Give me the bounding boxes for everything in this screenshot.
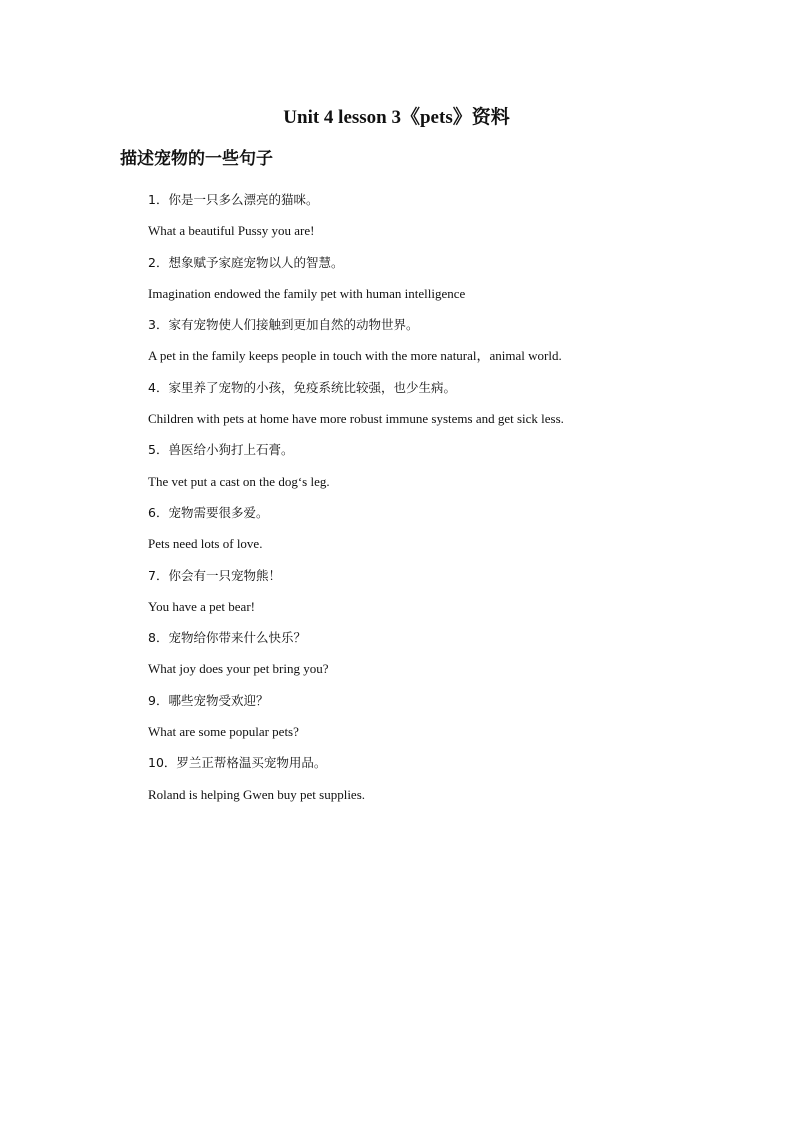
english-sentence: Pets need lots of love.: [148, 536, 263, 552]
document-title: Unit 4 lesson 3《pets》资料: [283, 107, 510, 128]
english-sentence: What joy does your pet bring you?: [148, 661, 329, 677]
english-sentence: Children with pets at home have more robust immune systems and get sick less.: [148, 411, 564, 427]
chinese-sentence: 3．家有宠物使人们接触到更加自然的动物世界。: [148, 317, 419, 333]
chinese-sentence: 7．你会有一只宠物熊！: [148, 567, 281, 583]
chinese-sentence: 8．宠物给你带来什么快乐？: [148, 630, 306, 646]
sentence-entry-3: [148, 311, 748, 374]
sentence-entry-6: [148, 499, 748, 562]
english-sentence: What a beautiful Pussy you are!: [148, 223, 315, 239]
chinese-sentence: 9．哪些宠物受欢迎？: [148, 692, 269, 708]
chinese-sentence: 6．宠物需要很多爱。: [148, 504, 269, 520]
sentence-entry-10: [148, 749, 748, 812]
section-heading: 描述宠物的一些句子: [120, 149, 273, 169]
sentence-entry-1: [148, 186, 748, 249]
english-sentence: The vet put a cast on the dog‘s leg.: [148, 473, 330, 489]
english-sentence: Roland is helping Gwen buy pet supplies.: [148, 786, 366, 802]
english-sentence: A pet in the family keeps people in touch with the more natural，animal world.: [148, 348, 562, 364]
chinese-sentence: 10．罗兰正帮格温买宠物用品。: [148, 755, 327, 771]
english-sentence: Imagination endowed the family pet with human intelligence: [148, 285, 466, 301]
sentence-entry-4: [148, 374, 748, 437]
sentence-entry-5: [148, 436, 748, 499]
sentence-entry-2: [148, 249, 748, 312]
english-sentence: What are some popular pets?: [148, 724, 299, 740]
chinese-sentence: 4．家里养了宠物的小孩，免疫系统比较强，也少生病。: [148, 379, 456, 395]
sentence-entry-8: [148, 624, 748, 687]
sentence-entry-9: [148, 687, 748, 750]
chinese-sentence: 2．想象赋予家庭宠物以人的智慧。: [148, 254, 344, 270]
chinese-sentence: 5．兽医给小狗打上石膏。: [148, 442, 294, 458]
english-sentence: You have a pet bear!: [148, 598, 255, 614]
sentence-list: [148, 186, 748, 812]
chinese-sentence: 1．你是一只多么漂亮的猫咪。: [148, 192, 319, 207]
sentence-entry-7: [148, 562, 748, 625]
